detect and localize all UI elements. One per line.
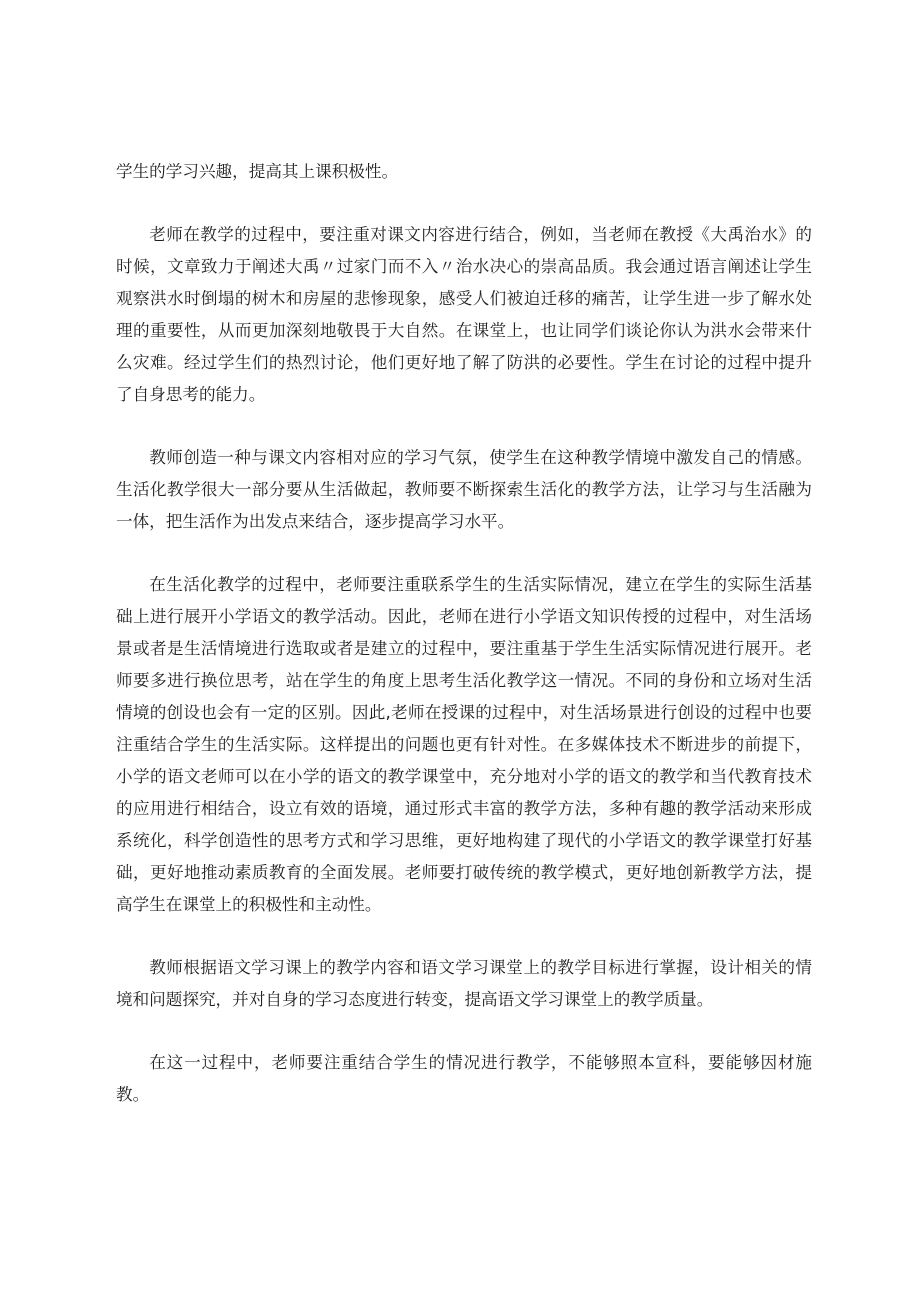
paragraph-5: 教师根据语文学习课上的教学内容和语文学习课堂上的教学目标进行掌握，设计相关的情境和问题探究，并对自身的学习态度进行转变，提高语文学习课堂上的教学质量。: [116, 958, 812, 1009]
paragraph-6: 在这一过程中，老师要注重结合学生的情况进行教学，不能够照本宣科，要能够因材施教。: [116, 1053, 812, 1104]
paragraph-3: 教师创造一种与课文内容相对应的学习气氛，使学生在这种教学情境中激发自己的情感。生活化教学很大一部分要从生活做起，教师要不断探索生活化的教学方法，让学习与生活融为一体，把生活作为出发点来结合，逐步提高学习水平。: [116, 448, 812, 531]
paragraph-1: 学生的学习兴趣，提高其上课积极性。: [116, 162, 399, 181]
paragraph-2: 老师在教学的过程中，要注重对课文内容进行结合，例如，当老师在教授《大禹治水》的时候，文章致力于阐述大禹〃过家门而不入〃治水决心的崇高品质。我会通过语言阐述让学生观察洪水时倒塌的树木和房屋的悲惨现象，感受人们被迫迁移的痛苦，让学生进一步了解水处理的重要性，从而更加深刻地敬畏于大自然。在课堂上，也让同学们谈论你认为洪水会带来什么灾难。经过学生们的热烈讨论，他们更好地了解了防洪的必要性。学生在讨论的过程中提升了自身思考的能力。: [116, 225, 812, 404]
paragraph-4: 在生活化教学的过程中，老师要注重联系学生的生活实际情况，建立在学生的实际生活基础上进行展开小学语文的教学活动。因此，老师在进行小学语文知识传授的过程中，对生活场景或者是生活情境进行选取或者是建立的过程中，要注重基于学生生活实际情况进行展开。老师要多进行换位思考，站在学生的角度上思考生活化教学这一情况。不同的身份和立场对生活情境的创设也会有一定的区别。因此,老师在授课的过程中，对生活场景进行创设的过程中也要注重结合学生的生活实际。这样提出的问题也更有针对性。在多媒体技术不断进步的前提下，小学的语文老师可以在小学的语文的教学课堂中，充分地对小学的语文的教学和当代教育技术的应用进行相结合，设立有效的语境，通过形式丰富的教学方法，多种有趣的教学活动来形成系统化，科学创造性的思考方式和学习思维，更好地构建了现代的小学语文的教学课堂打好基础，更好地推动素质教育的全面发展。老师要打破传统的教学模式，更好地创新教学方法，提高学生在课堂上的积极性和主动性。: [116, 575, 812, 914]
document-body: [116, 156, 812, 1142]
